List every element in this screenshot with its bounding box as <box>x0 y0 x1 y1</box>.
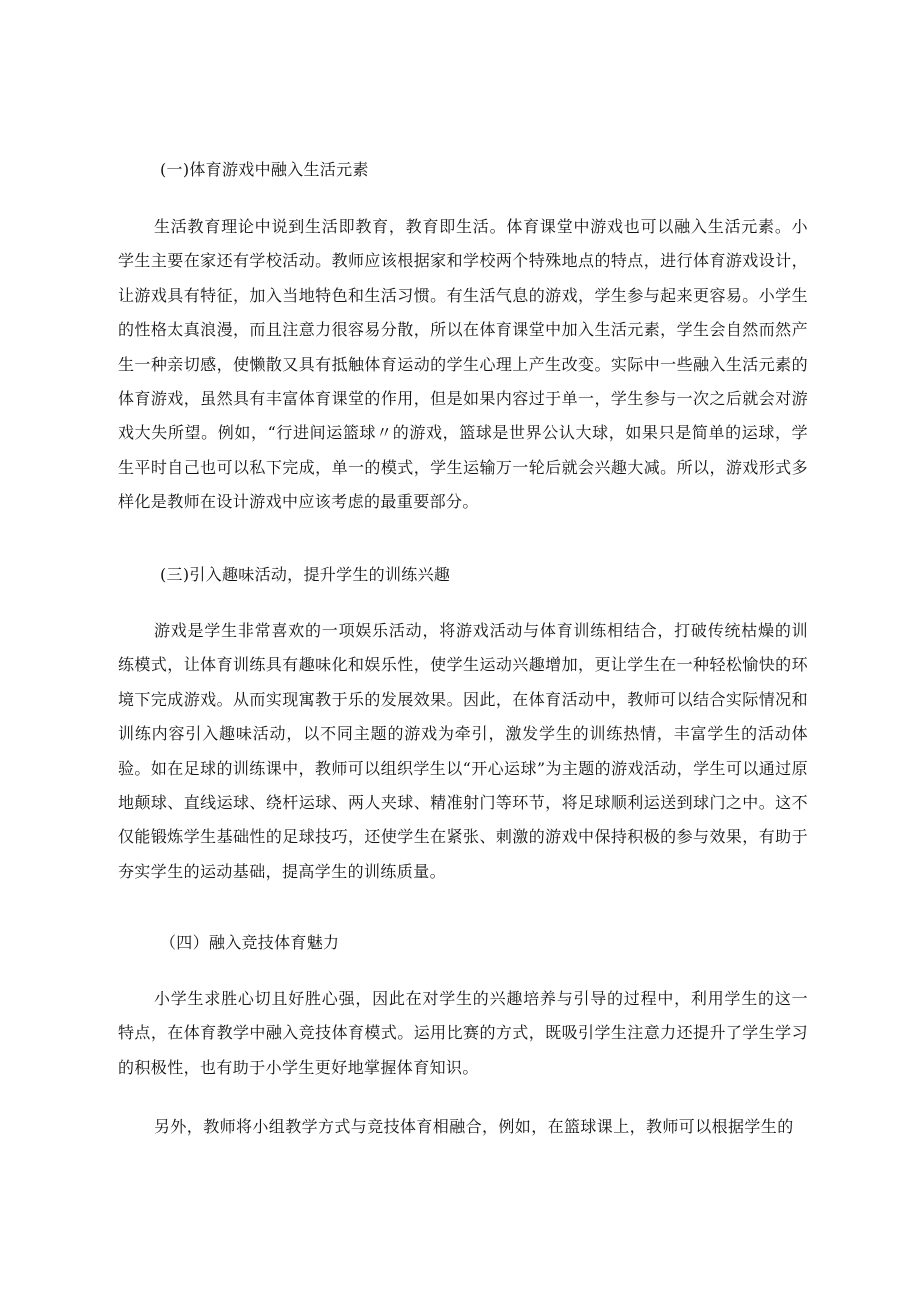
section-paragraph-3: 游戏是学生非常喜欢的一项娱乐活动，将游戏活动与体育训练相结合，打破传统枯燥的训练模式，让体育训练具有趣味化和娱乐性，使学生运动兴趣增加，更让学生在一种轻松愉快的环境下完成游戏。从而实现寓教于乐的发展效果。因此，在体育活动中，教师可以结合实际情况和训练内容引入趣味活动，以不同主题的游戏为牵引，激发学生的训练热情，丰富学生的活动体验。如在足球的训练课中，教师可以组织学生以“开心运球”为主题的游戏活动，学生可以通过原地颠球、直线运球、绕杆运球、两人夹球、精准射门等环节，将足球顺利运送到球门之中。这不仅能锻炼学生基础性的足球技巧，还使学生在紧张、刺激的游戏中保持积极的参与效果，有助于夯实学生的运动基础，提高学生的训练质量。 <box>118 621 808 881</box>
section-paragraph-4: 小学生求胜心切且好胜心强，因此在对学生的兴趣培养与引导的过程中，利用学生的这一特点，在体育教学中融入竞技体育模式。运用比赛的方式，既吸引学生注意力还提升了学生学习的积极性，也有助于小学生更好地掌握体育知识。 <box>118 989 808 1077</box>
section-heading-1: (一)体育游戏中融入生活元素 <box>160 160 369 179</box>
section-paragraph-1: 生活教育理论中说到生活即教育，教育即生活。体育课堂中游戏也可以融入生活元素。小学生主要在家还有学校活动。教师应该根据家和学校两个特殊地点的特点，进行体育游戏设计，让游戏具有特征，加入当地特色和生活习惯。有生活气息的游戏，学生参与起来更容易。小学生的性格太真浪漫，而且注意力很容易分散，所以在体育课堂中加入生活元素，学生会自然而然产生一种亲切感，使懒散又具有抵触体育运动的学生心理上产生改变。实际中一些融入生活元素的体育游戏，虽然具有丰富体育课堂的作用，但是如果内容过于单一，学生参与一次之后就会对游戏大失所望。例如，“行进间运篮球〃的游戏，篮球是世界公认大球，如果只是简单的运球，学生平时自己也可以私下完成，单一的模式，学生运输万一轮后就会兴趣大减。所以，游戏形式多样化是教师在设计游戏中应该考虑的最重要部分。 <box>118 217 808 512</box>
section-heading-4: （四）融入竞技体育魅力 <box>160 933 340 952</box>
trailing-paragraph: 另外，教师将小组教学方式与竞技体育相融合，例如，在篮球课上，教师可以根据学生的 <box>154 1117 794 1136</box>
section-heading-3: (三)引入趣味活动，提升学生的训练兴趣 <box>160 565 451 584</box>
